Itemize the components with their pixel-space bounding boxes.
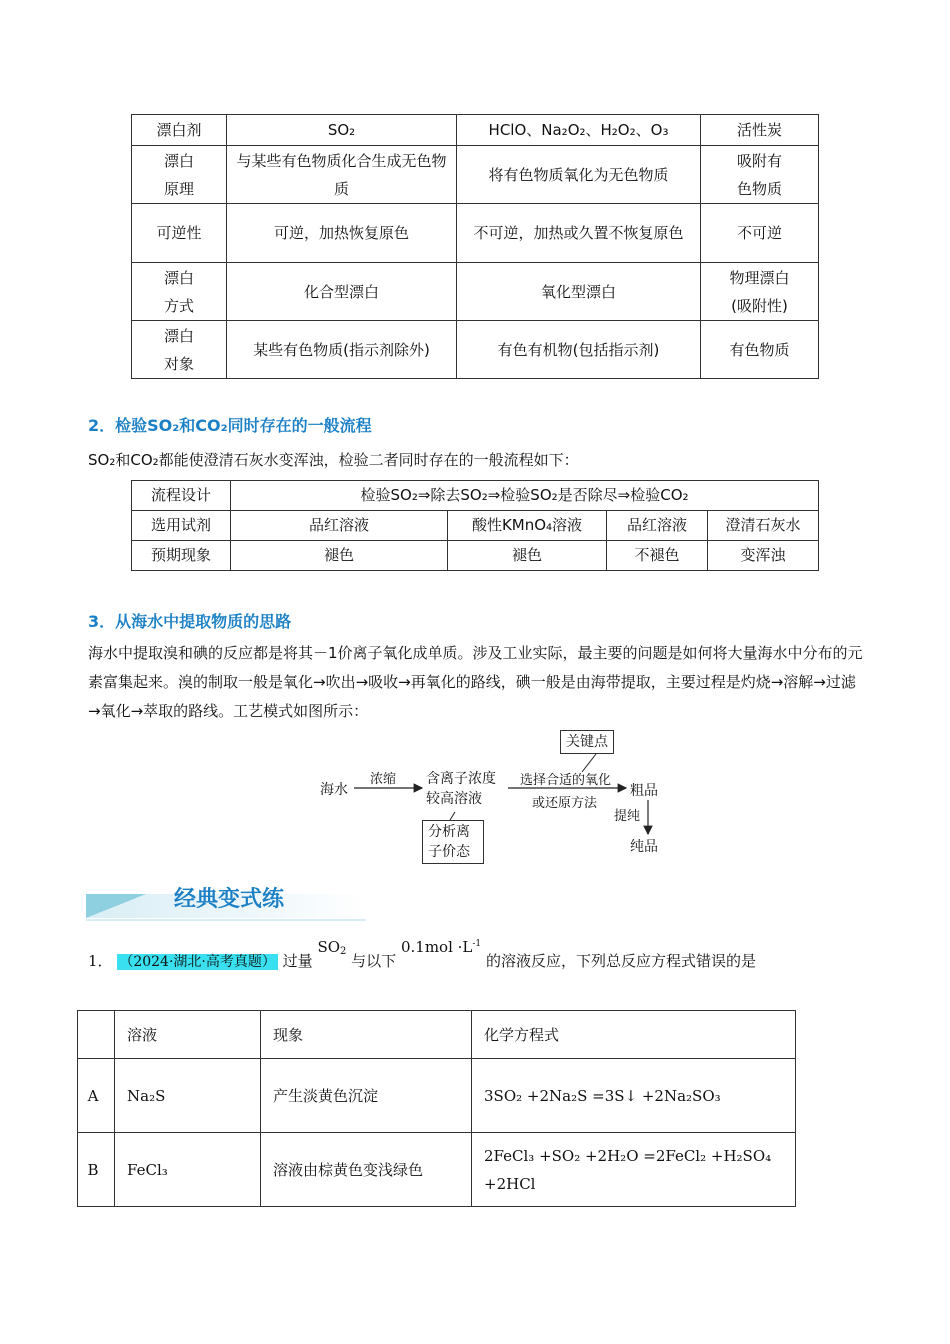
flow-callout-analyze-line1: 分析离 xyxy=(428,824,470,840)
flow-node-solution-line2: 较高溶液 xyxy=(426,791,482,807)
flow-node-pure: 纯品 xyxy=(630,839,658,855)
question-options-table xyxy=(77,1010,796,1207)
bleach-comparison-table xyxy=(131,114,819,379)
flow-callout-keypoint: 关键点 xyxy=(560,730,614,754)
table-cell: 不可逆 xyxy=(701,204,819,263)
section-intro: SO₂和CO₂都能使澄清石灰水变浑浊，检验二者同时存在的一般流程如下： xyxy=(88,451,579,469)
question-concentration xyxy=(401,938,481,956)
table-cell: 产生淡黄色沉淀 xyxy=(261,1059,472,1133)
table-header-cell: 漂白剂 xyxy=(132,115,227,146)
table-cell: 将有色物质氧化为无色物质 xyxy=(457,146,701,204)
option-label: A xyxy=(78,1059,115,1133)
formula-so2-base: SO xyxy=(317,938,341,956)
flow-label-method-line1: 选择合适的氧化 xyxy=(520,773,612,788)
section-title: 2．检验SO₂和CO₂同时存在的一般流程 xyxy=(88,416,372,435)
table-cell: 某些有色物质(指示剂除外) xyxy=(227,321,457,379)
table-row-label: 漂白 对象 xyxy=(132,321,227,379)
table-cell: 检验SO₂⇒除去SO₂⇒检验SO₂是否除尽⇒检验CO₂ xyxy=(231,481,819,511)
section-title: 3．从海水中提取物质的思路 xyxy=(88,612,292,631)
table-row-label: 可逆性 xyxy=(132,204,227,263)
detection-flow-table xyxy=(131,480,819,571)
flow-node-solution-line1: 含离子浓度 xyxy=(426,771,496,787)
table-cell: 褪色 xyxy=(231,541,448,571)
table-cell: 与某些有色物质化合生成无色物质 xyxy=(227,146,457,204)
table-cell: 化合型漂白 xyxy=(227,263,457,321)
table-cell: 溶液由棕黄色变浅绿色 xyxy=(261,1133,472,1207)
table-row-label: 流程设计 xyxy=(132,481,231,511)
table-row-label: 漂白 原理 xyxy=(132,146,227,204)
banner-underline xyxy=(86,919,366,921)
table-header-cell: 现象 xyxy=(261,1011,472,1059)
table-row-label: 漂白 方式 xyxy=(132,263,227,321)
table-cell: 可逆，加热恢复原色 xyxy=(227,204,457,263)
section-body: 海水中提取溴和碘的反应都是将其－1价离子氧化成单质。涉及工业实际，最主要的问题是如何将大量海水中分布的元素富集起来。溴的制取一般是氧化→吹出→吸收→再氧化的路线，碘一般是由海带提取，主要过程是灼烧→溶解→过滤→氧化→萃取的路线。工艺模式如图所示： xyxy=(88,644,863,720)
extraction-flow-diagram xyxy=(300,728,700,868)
flow-callout-analyze-line2: 子价态 xyxy=(428,844,470,860)
table-cell: 品红溶液 xyxy=(607,511,708,541)
concentration-value: 0.1mol ·L xyxy=(400,938,473,956)
table-header-cell xyxy=(78,1011,115,1059)
question-text: 与以下 xyxy=(351,952,397,970)
table-cell: 变浑浊 xyxy=(708,541,819,571)
table-header-cell: 溶液 xyxy=(115,1011,261,1059)
question-text: 过量 xyxy=(282,952,313,970)
formula-so2-subscript: 2 xyxy=(340,946,347,957)
table-cell: 不褪色 xyxy=(607,541,708,571)
flow-callout-analyze xyxy=(422,820,484,864)
table-header-cell: SO₂ xyxy=(227,115,457,146)
table-cell: 有色有机物(包括指示剂) xyxy=(457,321,701,379)
table-row-label: 预期现象 xyxy=(132,541,231,571)
table-cell: Na₂S xyxy=(115,1059,261,1133)
table-cell: 物理漂白 (吸附性) xyxy=(701,263,819,321)
section-banner xyxy=(86,887,366,922)
table-cell: FeCl₃ xyxy=(115,1133,261,1207)
question-source-tag: （2024·湖北·高考真题） xyxy=(119,954,276,970)
flow-node-crude: 粗品 xyxy=(630,783,658,799)
flow-label-concentrate: 浓缩 xyxy=(370,772,397,787)
table-cell: 不可逆，加热或久置不恢复原色 xyxy=(457,204,701,263)
flow-node-seawater: 海水 xyxy=(320,782,348,798)
question-number: 1． xyxy=(88,952,113,970)
table-cell: 澄清石灰水 xyxy=(708,511,819,541)
table-header-cell: HClO、Na₂O₂、H₂O₂、O₃ xyxy=(457,115,701,146)
table-cell: 品红溶液 xyxy=(231,511,448,541)
table-cell: 酸性KMnO₄溶液 xyxy=(448,511,607,541)
callout-line-analyze xyxy=(450,812,455,820)
table-row-label: 选用试剂 xyxy=(132,511,231,541)
option-label: B xyxy=(78,1133,115,1207)
table-cell: 吸附有 色物质 xyxy=(701,146,819,204)
table-cell: 2FeCl₃ +SO₂ +2H₂O =2FeCl₂ +H₂SO₄ +2HCl xyxy=(472,1133,796,1207)
flow-label-purify: 提纯 xyxy=(614,809,641,824)
table-cell: 氧化型漂白 xyxy=(457,263,701,321)
table-cell: 有色物质 xyxy=(701,321,819,379)
table-header-cell: 化学方程式 xyxy=(472,1011,796,1059)
question-text: 的溶液反应，下列总反应方程式错误的是 xyxy=(485,952,756,970)
table-cell: 褪色 xyxy=(448,541,607,571)
banner-title: 经典变式练 xyxy=(174,887,285,912)
question-formula-so2 xyxy=(317,938,346,956)
banner-triangle xyxy=(86,894,146,918)
table-header-cell: 活性炭 xyxy=(701,115,819,146)
concentration-exponent: -1 xyxy=(472,939,482,949)
table-cell: 3SO₂ +2Na₂S =3S↓ +2Na₂SO₃ xyxy=(472,1059,796,1133)
flow-label-method-line2: 或还原方法 xyxy=(532,796,598,811)
